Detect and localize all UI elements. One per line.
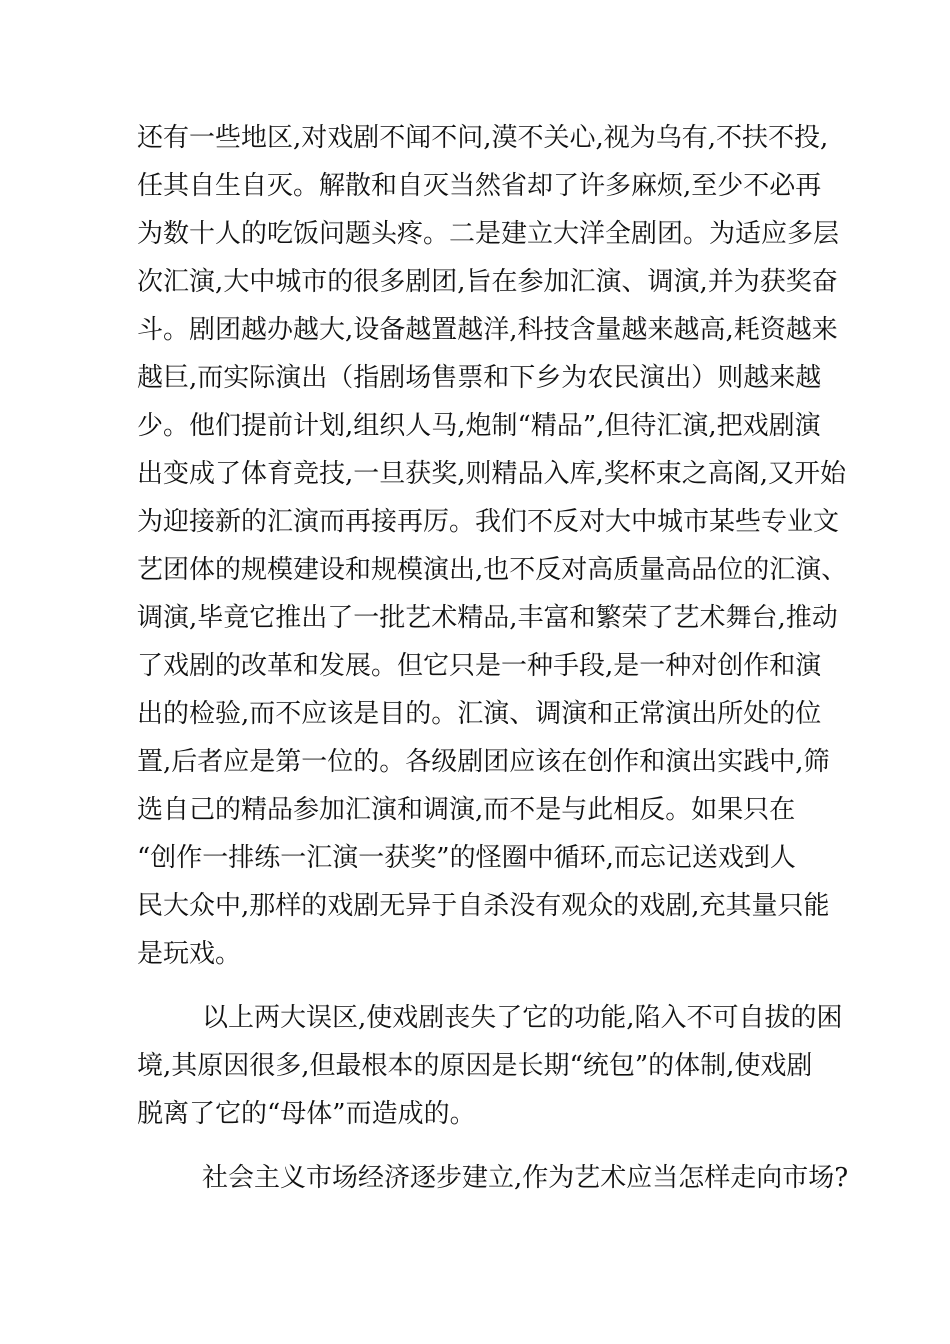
paragraph-gap	[137, 1138, 837, 1154]
paragraph-1-line-15: 选自己的精品参加汇演和调演,而不是与此相反。如果只在	[137, 795, 796, 825]
paragraph-1-line-1: 还有一些地区,对戏剧不闻不问,漠不关心,视为乌有,不扶不投,	[137, 123, 829, 153]
paragraph-1-line-4: 次汇演,大中城市的很多剧团,旨在参加汇演、调演,并为获奖奋	[137, 267, 838, 297]
paragraph-gap	[137, 978, 837, 994]
paragraph-2-line-2: 境,其原因很多,但最根本的原因是长期“统包”的体制,使戏剧	[137, 1051, 813, 1081]
paragraph-1-line-9: 为迎接新的汇演而再接再厉。我们不反对大中城市某些专业文	[137, 507, 840, 537]
paragraph-1-line-18: 是玩戏。	[137, 939, 242, 969]
paragraph-1-line-16: “创作一排练一汇演一获奖”的怪圈中循环,而忘记送戏到人	[137, 843, 796, 873]
paragraph-1-line-2: 任其自生自灭。解散和自灭当然省却了许多麻烦,至少不必再	[137, 171, 822, 201]
paragraph-1-line-14: 置,后者应是第一位的。各级剧团应该在创作和演出实践中,筛	[137, 747, 830, 777]
paragraph-2-line-1: 以上两大误区,使戏剧丧失了它的功能,陷入不可自拔的困	[202, 1003, 843, 1033]
paragraph-1-line-3: 为数十人的吃饭问题头疼。二是建立大洋全剧团。为适应多层	[137, 219, 840, 249]
paragraph-1-line-7: 少。他们提前计划,组织人马,炮制“精品”,但待汇演,把戏剧演	[137, 411, 821, 441]
body-text	[137, 114, 849, 1202]
paragraph-1-line-17: 民大众中,那样的戏剧无异于自杀没有观众的戏剧,充其量只能	[137, 891, 830, 921]
paragraph-2-line-3: 脱离了它的“母体”而造成的。	[137, 1099, 476, 1129]
paragraph-1-line-6: 越巨,而实际演出（指剧场售票和下乡为农民演出）则越来越	[137, 363, 822, 393]
paragraph-3-line-1: 社会主义市场经济逐步建立,作为艺术应当怎样走向市场?	[202, 1163, 849, 1193]
paragraph-1-line-12: 了戏剧的改革和发展。但它只是一种手段,是一种对创作和演	[137, 651, 822, 681]
paragraph-1-line-5: 斗。剧团越办越大,设备越置越洋,科技含量越来越高,耗资越来	[137, 315, 838, 345]
paragraph-1-line-11: 调演,毕竟它推出了一批艺术精品,丰富和繁荣了艺术舞台,推动	[137, 603, 838, 633]
paragraph-1-line-8: 出变成了体育竞技,一旦获奖,则精品入库,奖杯束之高阁,又开始	[137, 459, 847, 489]
paragraph-1-line-13: 出的检验,而不应该是目的。汇演、调演和正常演出所处的位	[137, 699, 822, 729]
paragraph-1-line-10: 艺团体的规模建设和规模演出,也不反对高质量高品位的汇演、	[137, 555, 848, 585]
